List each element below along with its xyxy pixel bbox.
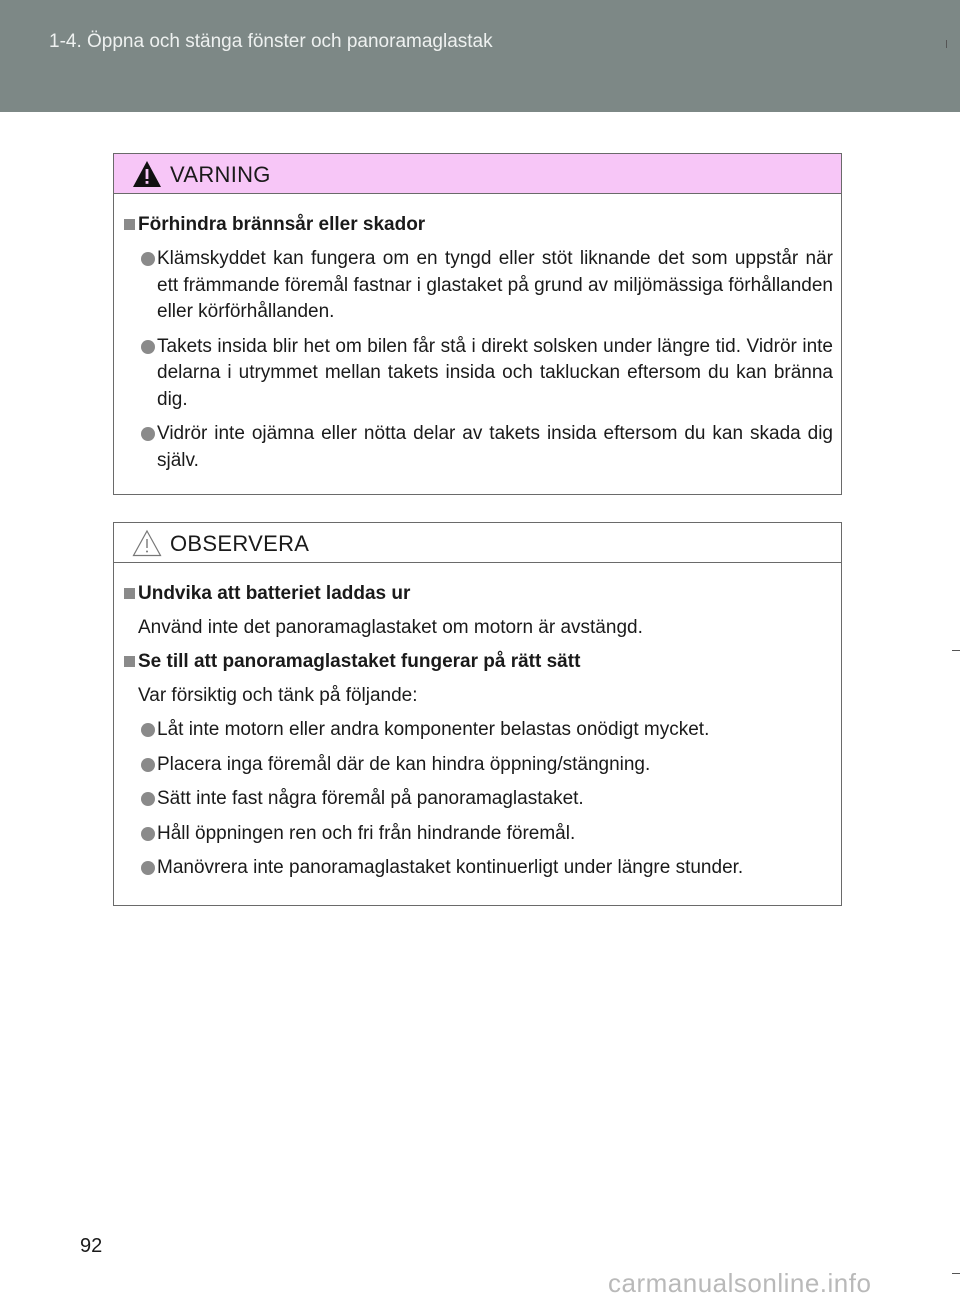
chapter-title: 1-4. Öppna och stänga fönster och panoramaglastak: [49, 31, 493, 52]
list-item: [124, 421, 833, 474]
circle-bullet-icon: [141, 827, 155, 841]
square-bullet-icon: [124, 656, 135, 667]
circle-bullet-icon: [141, 340, 155, 354]
page-header: [0, 0, 960, 112]
list-item: [124, 717, 833, 744]
crop-mark: [946, 40, 947, 48]
list-item-text: Placera inga föremål där de kan hindra öppning/stängning.: [157, 753, 651, 775]
warning-triangle-icon: [132, 160, 162, 188]
list-item: [124, 855, 833, 882]
notice-body: [114, 563, 841, 902]
notice-label: OBSERVERA: [170, 531, 310, 556]
circle-bullet-icon: [141, 758, 155, 772]
list-item-text: Klämskyddet kan fungera om en tyngd eller stöt liknande det som uppstår när ett främmande föremål fastnar i glastaket på grund av miljömässiga förhållanden eller körförhållanden.: [157, 248, 833, 322]
list-item: [124, 334, 833, 414]
crop-mark: [952, 650, 960, 651]
notice-box: [113, 522, 842, 906]
circle-bullet-icon: [141, 252, 155, 266]
warning-label: VARNING: [170, 162, 271, 187]
square-bullet-icon: [124, 219, 135, 230]
watermark: carmanualsonline.info: [608, 1268, 872, 1298]
warning-section-title: [124, 212, 833, 238]
paragraph: Använd inte det panoramaglastaket om motorn är avstängd.: [138, 617, 643, 638]
warning-box: [113, 153, 842, 495]
square-bullet-icon: [124, 588, 135, 599]
circle-bullet-icon: [141, 723, 155, 737]
circle-bullet-icon: [141, 792, 155, 806]
warning-body: [114, 194, 841, 494]
list-item-text: Vidrör inte ojämna eller nötta delar av takets insida eftersom du kan skada dig själv.: [157, 423, 833, 471]
list-item-text: Manövrera inte panoramaglastaket kontinuerligt under längre stunder.: [157, 857, 744, 878]
list-item: [124, 752, 833, 779]
paragraph: Var försiktig och tänk på följande:: [138, 685, 418, 706]
caution-outline-icon: [132, 529, 162, 557]
notice-header: [114, 523, 841, 563]
warning-header: [114, 154, 841, 194]
list-item-text: Sätt inte fast några föremål på panoramaglastaket.: [157, 788, 584, 809]
circle-bullet-icon: [141, 427, 155, 441]
list-item: [124, 821, 833, 848]
list-item-text: Takets insida blir het om bilen får stå i direkt solsken under längre tid. Vidrör inte delarna i utrymmet mellan takets insida och takluckan eftersom du kan bränna dig.: [157, 335, 833, 410]
section-title-text: Se till att panoramaglastaket fungerar på rätt sätt: [138, 651, 581, 672]
notice-section-title: [124, 649, 833, 675]
section-title-text: Förhindra brännsår eller skador: [138, 214, 426, 235]
crop-mark: [952, 1273, 960, 1274]
page-number: 92: [80, 1235, 103, 1257]
list-item: [124, 786, 833, 813]
list-item: [124, 246, 833, 326]
list-item-text: Håll öppningen ren och fri från hindrande föremål.: [157, 822, 576, 844]
notice-section-title: [124, 581, 833, 607]
list-item-text: Låt inte motorn eller andra komponenter belastas onödigt mycket.: [157, 719, 710, 740]
circle-bullet-icon: [141, 861, 155, 875]
section-title-text: Undvika att batteriet laddas ur: [138, 583, 411, 604]
